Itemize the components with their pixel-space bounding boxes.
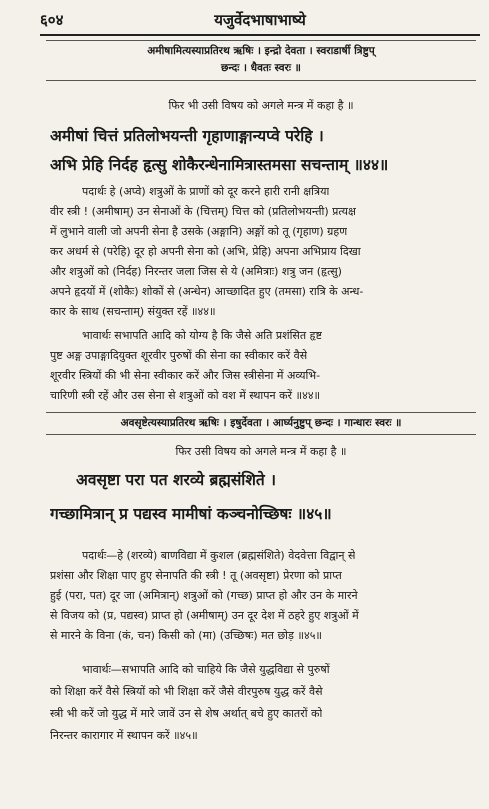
bhavartha-line: पुष्ट अङ्ग उपाङ्गादियुक्त शूरवीर पुरुषों की सेना का स्वीकार करें वैसे bbox=[50, 349, 308, 362]
padartha-line: अपने हृदयों में (शोकैः) शोकों से (अन्धेन) आच्छादित हुए (तमसा) रात्रि के अन्ध- bbox=[50, 285, 364, 298]
bhavartha-line: शूरवीर स्त्रियों की भी सेना स्वीकार करें और जिस स्त्रीसेना में अव्यभि- bbox=[50, 369, 321, 382]
padartha-line: कर अधर्म से (परेहि) दूर हो अपनी सेना को (अभि, प्रेहि) अपना अभिप्राय दिखा bbox=[50, 245, 361, 258]
rule-after-rishi bbox=[46, 80, 476, 81]
rule-after-rishi bbox=[46, 434, 476, 435]
padartha-line: और शत्रुओं को (निर्दह) निरन्तर जला जिस से ये (अमित्राः) शत्रु जन (हृत्सु) bbox=[50, 265, 342, 278]
section-intro: फिर भी उसी विषय को अगले मन्त्र में कहा है ॥ bbox=[168, 99, 354, 112]
chhanda-line: छन्दः । धैवतः स्वरः ॥ bbox=[221, 62, 301, 74]
bhavartha-line: को शिक्षा करें वैसे स्त्रियों को भी शिक्षा करें जैसे वीरपुरुष युद्ध करें वैसे bbox=[50, 685, 323, 698]
rishi-line: अवसृष्टेत्यस्याप्रतिरथ ऋषिः । इषुर्देवता । आर्घ्यनुष्टुप् छन्दः । गान्धारः स्वरः ॥ bbox=[120, 417, 402, 429]
padartha-line: से विजय को (प्र, पद्यस्व) प्राप्त हो (अमीषाम्) उन दूर देश में ठहरे हुए शत्रुओं में bbox=[50, 609, 359, 622]
mantra-line: गच्छामित्रान् प्र पद्यस्व मामीषां कञ्चनोच्छिषः ॥४५॥ bbox=[50, 505, 332, 523]
mantra-line: अवसृष्टा परा पत शरव्ये ब्रह्मसंशिते । bbox=[76, 471, 276, 489]
mantra-line: अभि प्रेहि निर्दह हृत्सु शोकैरन्धेनामित्रास्तमसा सचन्ताम् ॥४४॥ bbox=[50, 156, 389, 174]
padartha-line: से मारने के विना (कं, चन) किसी को (मा) (उच्छिषः) मत छोड़ ॥४५॥ bbox=[50, 629, 323, 642]
rule-before-sec45 bbox=[46, 412, 476, 413]
running-title: यजुर्वेदभाषाभाष्ये bbox=[214, 11, 306, 29]
padartha-line: हुई (परा, पत) दूर जा (अमित्रान्) शत्रुओं को (गच्छ) प्राप्त हो और उन के मारने bbox=[50, 589, 358, 602]
padartha-line: वीर स्त्री ! (अमीषाम्) उन सेनाओं के (चित्तम्) चित्त को (प्रतिलोभयन्ती) प्रत्यक्ष bbox=[50, 205, 356, 218]
page-header bbox=[40, 8, 480, 36]
padartha-line: पदार्थः हे (अप्वे) शत्रुओं के प्राणों को दूर करने हारी रानी क्षत्रिया bbox=[82, 185, 330, 198]
padartha-line: कार के साथ (सचन्ताम्) संयुक्त रहें ॥४४॥ bbox=[50, 305, 216, 318]
section-intro: फिर उसी विषय को अगले मन्त्र में कहा है ॥ bbox=[175, 445, 347, 458]
rule-top bbox=[46, 40, 476, 41]
mantra-line: अमीषां चित्तं प्रतिलोभयन्ती गृहाणाङ्गान्यप्वे परेहि । bbox=[50, 127, 324, 145]
bhavartha-line: चारिणी स्त्री रहें और उस सेना से शत्रुओं को वश में स्थापन करें ॥४४॥ bbox=[50, 389, 321, 402]
padartha-line: में लुभाने वाली जो अपनी सेना है उसके (अङ्गानि) अङ्गों को तू (गृहाण) ग्रहण bbox=[50, 225, 348, 238]
padartha-line: प्रशंसा और शिक्षा पाए हुए सेनापति की स्त्री ! तू (अवसृष्टा) प्रेरणा को प्राप्त bbox=[50, 569, 342, 582]
rishi-line: अमीषामित्यस्याप्रतिरथ ऋषिः । इन्द्रो देवता । स्वराडार्षी त्रिष्टुप् bbox=[147, 45, 375, 57]
page-number: ६०४ bbox=[40, 11, 64, 29]
bhavartha-line: निरन्तर कारागार में स्थापन करें ॥४५॥ bbox=[50, 729, 198, 742]
bhavartha-line: भावार्थः सभापति आदि को योग्य है कि जैसे अति प्रशंसित हृष्ट bbox=[82, 329, 323, 342]
bhavartha-line: भावार्थः—सभापति आदि को चाहिये कि जैसे युद्धविद्या से पुरुषों bbox=[82, 663, 330, 676]
bhavartha-line: स्त्री भी करें जो युद्ध में मारे जावें उन से शेष अर्थात् बचे हुए कातरों को bbox=[50, 707, 323, 720]
padartha-line: पदार्थः—हे (शरव्ये) बाणविद्या में कुशल (ब्रह्मसंशिते) वेदवेत्ता विद्वान् से bbox=[82, 549, 356, 562]
